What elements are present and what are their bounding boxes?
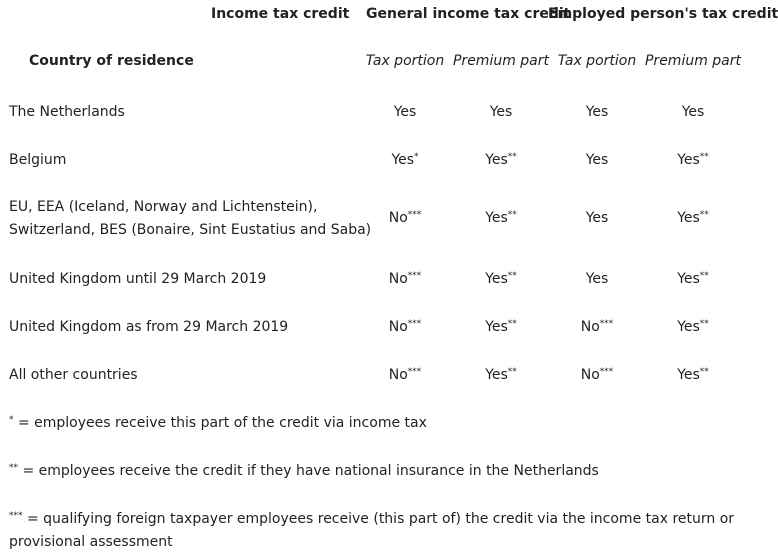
cell-value: Yes — [485, 367, 508, 383]
footnote-mark: * — [9, 415, 14, 425]
table-cell — [391, 149, 418, 172]
row-country-line: United Kingdom as from 29 March 2019 — [9, 319, 289, 335]
table-cell — [677, 364, 709, 387]
table-cell — [581, 316, 614, 339]
table-cell — [677, 268, 709, 291]
cell-value: Yes — [585, 210, 609, 226]
header-general-income-tax-credit: General income tax credit — [366, 6, 571, 22]
cell-value: No — [388, 367, 408, 383]
cell-footnote-mark: ** — [507, 319, 517, 329]
footnote-line: provisional assessment — [9, 534, 173, 550]
cell-value: Yes — [585, 152, 609, 168]
cell-value: Yes — [485, 210, 508, 226]
table-cell — [682, 101, 705, 124]
cell-footnote-mark: ** — [699, 271, 709, 281]
table-cell — [586, 101, 609, 124]
table-cell — [677, 149, 709, 172]
cell-value: No — [388, 271, 408, 287]
cell-footnote-mark: ** — [507, 367, 517, 377]
table-cell — [677, 316, 709, 339]
row-country — [9, 196, 371, 242]
subheader-premium-part-2: Premium part — [644, 53, 742, 69]
table-cell — [485, 364, 517, 387]
row-country-line: The Netherlands — [9, 104, 125, 120]
footnote — [9, 508, 734, 554]
footnote-line: * = employees receive this part of the credit via income tax — [9, 415, 427, 431]
table-cell — [677, 207, 709, 230]
table-cell — [485, 316, 517, 339]
cell-value: No — [580, 319, 600, 335]
cell-footnote-mark: *** — [599, 367, 614, 377]
header-income-tax-credit: Income tax credit — [211, 6, 350, 22]
cell-footnote-mark: * — [414, 152, 419, 162]
row-country-line: All other countries — [9, 367, 138, 383]
subheader-tax-portion-1: Tax portion — [365, 53, 445, 69]
cell-footnote-mark: ** — [507, 210, 517, 220]
footnote-mark: ** — [9, 463, 18, 473]
cell-footnote-mark: ** — [507, 271, 517, 281]
cell-footnote-mark: ** — [699, 319, 709, 329]
row-country-line: Switzerland, BES (Bonaire, Sint Eustatius and Saba) — [9, 222, 372, 238]
cell-value: No — [388, 319, 408, 335]
table-cell — [485, 207, 517, 230]
cell-value: Yes — [585, 271, 609, 287]
header-employed-persons-tax-credit: Employed person's tax credit — [548, 6, 778, 22]
table-cell — [389, 364, 422, 387]
cell-value: No — [580, 367, 600, 383]
row-country — [9, 364, 138, 387]
row-country — [9, 268, 266, 291]
cell-footnote-mark: *** — [599, 319, 614, 329]
cell-value: Yes — [391, 152, 415, 168]
cell-value: Yes — [681, 104, 705, 120]
row-country — [9, 101, 125, 124]
cell-value: Yes — [677, 210, 700, 226]
table-cell — [586, 149, 609, 172]
cell-footnote-mark: ** — [699, 152, 709, 162]
cell-value: Yes — [393, 104, 417, 120]
cell-value: Yes — [489, 104, 513, 120]
cell-value: Yes — [677, 271, 700, 287]
cell-value: No — [388, 210, 408, 226]
row-country-line: EU, EEA (Iceland, Norway and Lichtenstein), — [9, 199, 318, 215]
table-cell — [389, 316, 422, 339]
table-cell — [581, 364, 614, 387]
table-cell — [394, 101, 417, 124]
cell-value: Yes — [485, 319, 508, 335]
row-country-line: United Kingdom until 29 March 2019 — [9, 271, 267, 287]
cell-value: Yes — [677, 152, 700, 168]
header-country-of-residence: Country of residence — [29, 53, 194, 69]
table-cell — [485, 149, 517, 172]
footnote — [9, 460, 599, 483]
cell-footnote-mark: ** — [699, 367, 709, 377]
footnote — [9, 412, 427, 435]
cell-footnote-mark: *** — [407, 271, 422, 281]
subheader-tax-portion-2: Tax portion — [557, 53, 637, 69]
table-cell — [586, 268, 609, 291]
subheader-premium-part-1: Premium part — [452, 53, 550, 69]
row-country — [9, 149, 66, 172]
table-cell — [389, 207, 422, 230]
cell-value: Yes — [585, 104, 609, 120]
table-cell — [389, 268, 422, 291]
cell-value: Yes — [677, 367, 700, 383]
cell-footnote-mark: *** — [407, 210, 422, 220]
cell-footnote-mark: *** — [407, 367, 422, 377]
footnote-line: ** = employees receive the credit if they have national insurance in the Netherlands — [9, 463, 599, 479]
cell-value: Yes — [677, 319, 700, 335]
table-cell — [586, 207, 609, 230]
cell-footnote-mark: *** — [407, 319, 422, 329]
table-cell — [490, 101, 513, 124]
cell-value: Yes — [485, 271, 508, 287]
footnote-mark: *** — [9, 511, 23, 521]
row-country — [9, 316, 288, 339]
cell-footnote-mark: ** — [699, 210, 709, 220]
cell-footnote-mark: ** — [507, 152, 517, 162]
row-country-line: Belgium — [9, 152, 67, 168]
cell-value: Yes — [485, 152, 508, 168]
table-cell — [485, 268, 517, 291]
footnote-line: *** = qualifying foreign taxpayer employees receive (this part of) the credit via the income tax return or — [9, 511, 735, 527]
